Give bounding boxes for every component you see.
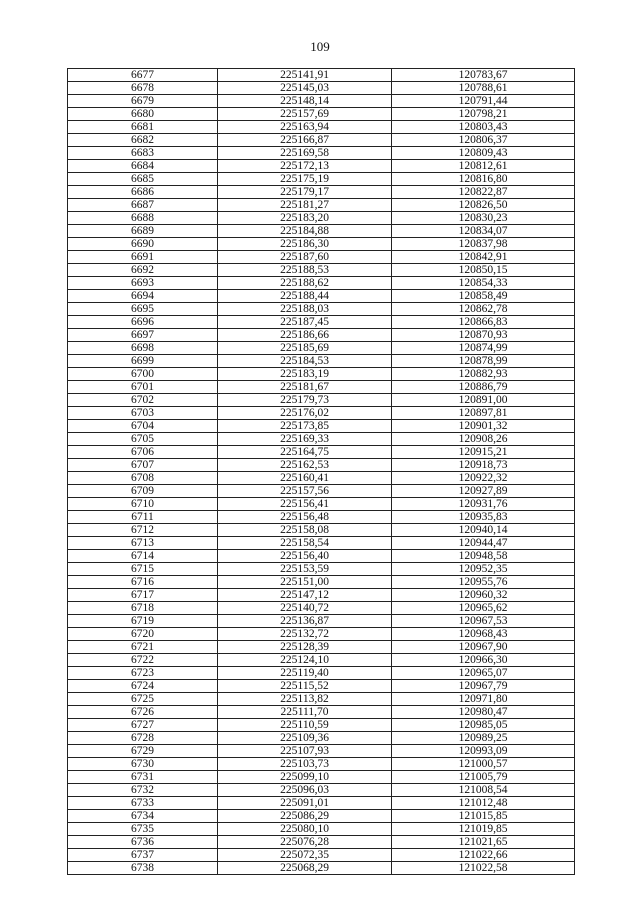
table-row [68, 69, 575, 82]
table-row [68, 511, 575, 524]
x-coordinate-cell: 225186,66 [218, 329, 392, 342]
table-row [68, 173, 575, 186]
y-coordinate-cell: 120858,49 [392, 290, 575, 303]
y-coordinate-cell: 120968,43 [392, 628, 575, 641]
table-row [68, 849, 575, 862]
point-number-cell: 6719 [68, 615, 218, 628]
point-number-cell: 6706 [68, 446, 218, 459]
table-row [68, 121, 575, 134]
table-row [68, 251, 575, 264]
table-row [68, 82, 575, 95]
x-coordinate-cell: 225183,20 [218, 212, 392, 225]
x-coordinate-cell: 225176,02 [218, 407, 392, 420]
x-coordinate-cell: 225158,08 [218, 524, 392, 537]
table-row [68, 199, 575, 212]
y-coordinate-cell: 120948,58 [392, 550, 575, 563]
point-number-cell: 6703 [68, 407, 218, 420]
table-row [68, 342, 575, 355]
x-coordinate-cell: 225107,93 [218, 745, 392, 758]
table-row [68, 355, 575, 368]
x-coordinate-cell: 225158,54 [218, 537, 392, 550]
y-coordinate-cell: 120918,73 [392, 459, 575, 472]
y-coordinate-cell: 120791,44 [392, 95, 575, 108]
table-row [68, 186, 575, 199]
x-coordinate-cell: 225162,53 [218, 459, 392, 472]
point-number-cell: 6689 [68, 225, 218, 238]
y-coordinate-cell: 120935,83 [392, 511, 575, 524]
point-number-cell: 6734 [68, 810, 218, 823]
y-coordinate-cell: 120908,26 [392, 433, 575, 446]
point-number-cell: 6718 [68, 602, 218, 615]
point-number-cell: 6726 [68, 706, 218, 719]
x-coordinate-cell: 225188,53 [218, 264, 392, 277]
point-number-cell: 6701 [68, 381, 218, 394]
point-number-cell: 6680 [68, 108, 218, 121]
y-coordinate-cell: 120989,25 [392, 732, 575, 745]
table-row [68, 797, 575, 810]
y-coordinate-cell: 120993,09 [392, 745, 575, 758]
table-row [68, 654, 575, 667]
point-number-cell: 6700 [68, 368, 218, 381]
table-row [68, 810, 575, 823]
x-coordinate-cell: 225148,14 [218, 95, 392, 108]
y-coordinate-cell: 120897,81 [392, 407, 575, 420]
x-coordinate-cell: 225179,73 [218, 394, 392, 407]
table-row [68, 264, 575, 277]
page-number: 109 [310, 39, 330, 54]
x-coordinate-cell: 225109,36 [218, 732, 392, 745]
point-number-cell: 6698 [68, 342, 218, 355]
x-coordinate-cell: 225091,01 [218, 797, 392, 810]
x-coordinate-cell: 225157,69 [218, 108, 392, 121]
table-row [68, 108, 575, 121]
point-number-cell: 6677 [68, 69, 218, 82]
x-coordinate-cell: 225145,03 [218, 82, 392, 95]
x-coordinate-cell: 225096,03 [218, 784, 392, 797]
y-coordinate-cell: 120870,93 [392, 329, 575, 342]
point-number-cell: 6721 [68, 641, 218, 654]
y-coordinate-cell: 121022,66 [392, 849, 575, 862]
table-row [68, 524, 575, 537]
table-row [68, 836, 575, 849]
x-coordinate-cell: 225173,85 [218, 420, 392, 433]
table-row [68, 433, 575, 446]
y-coordinate-cell: 120826,50 [392, 199, 575, 212]
point-number-cell: 6711 [68, 511, 218, 524]
table-row [68, 368, 575, 381]
x-coordinate-cell: 225110,59 [218, 719, 392, 732]
y-coordinate-cell: 120866,83 [392, 316, 575, 329]
y-coordinate-cell: 120812,61 [392, 160, 575, 173]
x-coordinate-cell: 225076,28 [218, 836, 392, 849]
x-coordinate-cell: 225188,62 [218, 277, 392, 290]
x-coordinate-cell: 225072,35 [218, 849, 392, 862]
x-coordinate-cell: 225080,10 [218, 823, 392, 836]
table-row [68, 420, 575, 433]
y-coordinate-cell: 120965,62 [392, 602, 575, 615]
y-coordinate-cell: 120837,98 [392, 238, 575, 251]
table-row [68, 758, 575, 771]
point-number-cell: 6736 [68, 836, 218, 849]
point-number-cell: 6679 [68, 95, 218, 108]
y-coordinate-cell: 120967,53 [392, 615, 575, 628]
x-coordinate-cell: 225166,87 [218, 134, 392, 147]
x-coordinate-cell: 225136,87 [218, 615, 392, 628]
point-number-cell: 6684 [68, 160, 218, 173]
point-number-cell: 6683 [68, 147, 218, 160]
y-coordinate-cell: 120940,14 [392, 524, 575, 537]
x-coordinate-cell: 225184,53 [218, 355, 392, 368]
x-coordinate-cell: 225185,69 [218, 342, 392, 355]
table-row [68, 784, 575, 797]
point-number-cell: 6704 [68, 420, 218, 433]
point-number-cell: 6699 [68, 355, 218, 368]
point-number-cell: 6713 [68, 537, 218, 550]
table-row [68, 563, 575, 576]
x-coordinate-cell: 225163,94 [218, 121, 392, 134]
table-row [68, 134, 575, 147]
table-row [68, 238, 575, 251]
table-row [68, 719, 575, 732]
point-number-cell: 6729 [68, 745, 218, 758]
point-number-cell: 6710 [68, 498, 218, 511]
y-coordinate-cell: 120971,80 [392, 693, 575, 706]
y-coordinate-cell: 120809,43 [392, 147, 575, 160]
x-coordinate-cell: 225140,72 [218, 602, 392, 615]
point-number-cell: 6725 [68, 693, 218, 706]
x-coordinate-cell: 225187,60 [218, 251, 392, 264]
x-coordinate-cell: 225175,19 [218, 173, 392, 186]
x-coordinate-cell: 225169,58 [218, 147, 392, 160]
table-row [68, 641, 575, 654]
x-coordinate-cell: 225151,00 [218, 576, 392, 589]
y-coordinate-cell: 120922,32 [392, 472, 575, 485]
table-row [68, 862, 575, 875]
x-coordinate-cell: 225188,03 [218, 303, 392, 316]
y-coordinate-cell: 120980,47 [392, 706, 575, 719]
x-coordinate-cell: 225183,19 [218, 368, 392, 381]
table-row [68, 537, 575, 550]
y-coordinate-cell: 120822,87 [392, 186, 575, 199]
table-row [68, 732, 575, 745]
table-row [68, 381, 575, 394]
y-coordinate-cell: 121005,79 [392, 771, 575, 784]
y-coordinate-cell: 120927,89 [392, 485, 575, 498]
table-row [68, 550, 575, 563]
x-coordinate-cell: 225111,70 [218, 706, 392, 719]
table-row [68, 160, 575, 173]
point-number-cell: 6686 [68, 186, 218, 199]
point-number-cell: 6682 [68, 134, 218, 147]
x-coordinate-cell: 225181,27 [218, 199, 392, 212]
y-coordinate-cell: 120803,43 [392, 121, 575, 134]
table-row [68, 316, 575, 329]
table-row [68, 303, 575, 316]
x-coordinate-cell: 225086,29 [218, 810, 392, 823]
x-coordinate-cell: 225157,56 [218, 485, 392, 498]
y-coordinate-cell: 120783,67 [392, 69, 575, 82]
x-coordinate-cell: 225187,45 [218, 316, 392, 329]
coordinates-table-body [68, 69, 575, 875]
y-coordinate-cell: 120886,79 [392, 381, 575, 394]
y-coordinate-cell: 120830,23 [392, 212, 575, 225]
y-coordinate-cell: 120842,91 [392, 251, 575, 264]
table-row [68, 446, 575, 459]
table-row [68, 95, 575, 108]
y-coordinate-cell: 120854,33 [392, 277, 575, 290]
x-coordinate-cell: 225068,29 [218, 862, 392, 875]
point-number-cell: 6727 [68, 719, 218, 732]
y-coordinate-cell: 120967,79 [392, 680, 575, 693]
x-coordinate-cell: 225160,41 [218, 472, 392, 485]
x-coordinate-cell: 225179,17 [218, 186, 392, 199]
y-coordinate-cell: 120878,99 [392, 355, 575, 368]
table-row [68, 472, 575, 485]
y-coordinate-cell: 120944,47 [392, 537, 575, 550]
x-coordinate-cell: 225156,41 [218, 498, 392, 511]
x-coordinate-cell: 225124,10 [218, 654, 392, 667]
point-number-cell: 6735 [68, 823, 218, 836]
table-row [68, 823, 575, 836]
x-coordinate-cell: 225156,48 [218, 511, 392, 524]
point-number-cell: 6712 [68, 524, 218, 537]
point-number-cell: 6707 [68, 459, 218, 472]
point-number-cell: 6708 [68, 472, 218, 485]
table-row [68, 680, 575, 693]
table-row [68, 615, 575, 628]
x-coordinate-cell: 225147,12 [218, 589, 392, 602]
table-row [68, 407, 575, 420]
x-coordinate-cell: 225119,40 [218, 667, 392, 680]
point-number-cell: 6737 [68, 849, 218, 862]
x-coordinate-cell: 225188,44 [218, 290, 392, 303]
point-number-cell: 6731 [68, 771, 218, 784]
y-coordinate-cell: 120967,90 [392, 641, 575, 654]
point-number-cell: 6730 [68, 758, 218, 771]
table-row [68, 290, 575, 303]
point-number-cell: 6685 [68, 173, 218, 186]
table-row [68, 485, 575, 498]
y-coordinate-cell: 120985,05 [392, 719, 575, 732]
point-number-cell: 6697 [68, 329, 218, 342]
point-number-cell: 6722 [68, 654, 218, 667]
x-coordinate-cell: 225156,40 [218, 550, 392, 563]
point-number-cell: 6693 [68, 277, 218, 290]
table-row [68, 745, 575, 758]
table-row [68, 329, 575, 342]
table-row [68, 394, 575, 407]
point-number-cell: 6695 [68, 303, 218, 316]
y-coordinate-cell: 120901,32 [392, 420, 575, 433]
y-coordinate-cell: 120952,35 [392, 563, 575, 576]
x-coordinate-cell: 225181,67 [218, 381, 392, 394]
x-coordinate-cell: 225113,82 [218, 693, 392, 706]
table-row [68, 277, 575, 290]
y-coordinate-cell: 120966,30 [392, 654, 575, 667]
table-row [68, 628, 575, 641]
x-coordinate-cell: 225128,39 [218, 641, 392, 654]
x-coordinate-cell: 225132,72 [218, 628, 392, 641]
y-coordinate-cell: 120960,32 [392, 589, 575, 602]
table-row [68, 459, 575, 472]
point-number-cell: 6691 [68, 251, 218, 264]
y-coordinate-cell: 121021,65 [392, 836, 575, 849]
y-coordinate-cell: 120891,00 [392, 394, 575, 407]
table-row [68, 771, 575, 784]
y-coordinate-cell: 120882,93 [392, 368, 575, 381]
point-number-cell: 6702 [68, 394, 218, 407]
y-coordinate-cell: 121012,48 [392, 797, 575, 810]
x-coordinate-cell: 225115,52 [218, 680, 392, 693]
table-row [68, 212, 575, 225]
point-number-cell: 6728 [68, 732, 218, 745]
point-number-cell: 6696 [68, 316, 218, 329]
table-row [68, 602, 575, 615]
y-coordinate-cell: 121008,54 [392, 784, 575, 797]
point-number-cell: 6705 [68, 433, 218, 446]
y-coordinate-cell: 121000,57 [392, 758, 575, 771]
point-number-cell: 6732 [68, 784, 218, 797]
x-coordinate-cell: 225164,75 [218, 446, 392, 459]
y-coordinate-cell: 121022,58 [392, 862, 575, 875]
y-coordinate-cell: 120862,78 [392, 303, 575, 316]
table-row [68, 706, 575, 719]
y-coordinate-cell: 120931,76 [392, 498, 575, 511]
y-coordinate-cell: 120806,37 [392, 134, 575, 147]
point-number-cell: 6709 [68, 485, 218, 498]
table-row [68, 147, 575, 160]
point-number-cell: 6678 [68, 82, 218, 95]
y-coordinate-cell: 121019,85 [392, 823, 575, 836]
x-coordinate-cell: 225172,13 [218, 160, 392, 173]
point-number-cell: 6724 [68, 680, 218, 693]
table-row [68, 576, 575, 589]
point-number-cell: 6720 [68, 628, 218, 641]
point-number-cell: 6715 [68, 563, 218, 576]
point-number-cell: 6681 [68, 121, 218, 134]
y-coordinate-cell: 120850,15 [392, 264, 575, 277]
point-number-cell: 6714 [68, 550, 218, 563]
x-coordinate-cell: 225099,10 [218, 771, 392, 784]
y-coordinate-cell: 120788,61 [392, 82, 575, 95]
x-coordinate-cell: 225141,91 [218, 69, 392, 82]
y-coordinate-cell: 120955,76 [392, 576, 575, 589]
y-coordinate-cell: 120874,99 [392, 342, 575, 355]
y-coordinate-cell: 120816,80 [392, 173, 575, 186]
x-coordinate-cell: 225184,88 [218, 225, 392, 238]
point-number-cell: 6692 [68, 264, 218, 277]
table-row [68, 589, 575, 602]
coordinates-table [67, 68, 575, 875]
table-row [68, 667, 575, 680]
point-number-cell: 6738 [68, 862, 218, 875]
x-coordinate-cell: 225153,59 [218, 563, 392, 576]
table-row [68, 693, 575, 706]
y-coordinate-cell: 120834,07 [392, 225, 575, 238]
point-number-cell: 6723 [68, 667, 218, 680]
y-coordinate-cell: 120965,07 [392, 667, 575, 680]
point-number-cell: 6690 [68, 238, 218, 251]
table-row [68, 225, 575, 238]
y-coordinate-cell: 121015,85 [392, 810, 575, 823]
y-coordinate-cell: 120798,21 [392, 108, 575, 121]
point-number-cell: 6694 [68, 290, 218, 303]
point-number-cell: 6717 [68, 589, 218, 602]
point-number-cell: 6688 [68, 212, 218, 225]
x-coordinate-cell: 225169,33 [218, 433, 392, 446]
x-coordinate-cell: 225103,73 [218, 758, 392, 771]
point-number-cell: 6716 [68, 576, 218, 589]
x-coordinate-cell: 225186,30 [218, 238, 392, 251]
table-row [68, 498, 575, 511]
point-number-cell: 6687 [68, 199, 218, 212]
point-number-cell: 6733 [68, 797, 218, 810]
y-coordinate-cell: 120915,21 [392, 446, 575, 459]
